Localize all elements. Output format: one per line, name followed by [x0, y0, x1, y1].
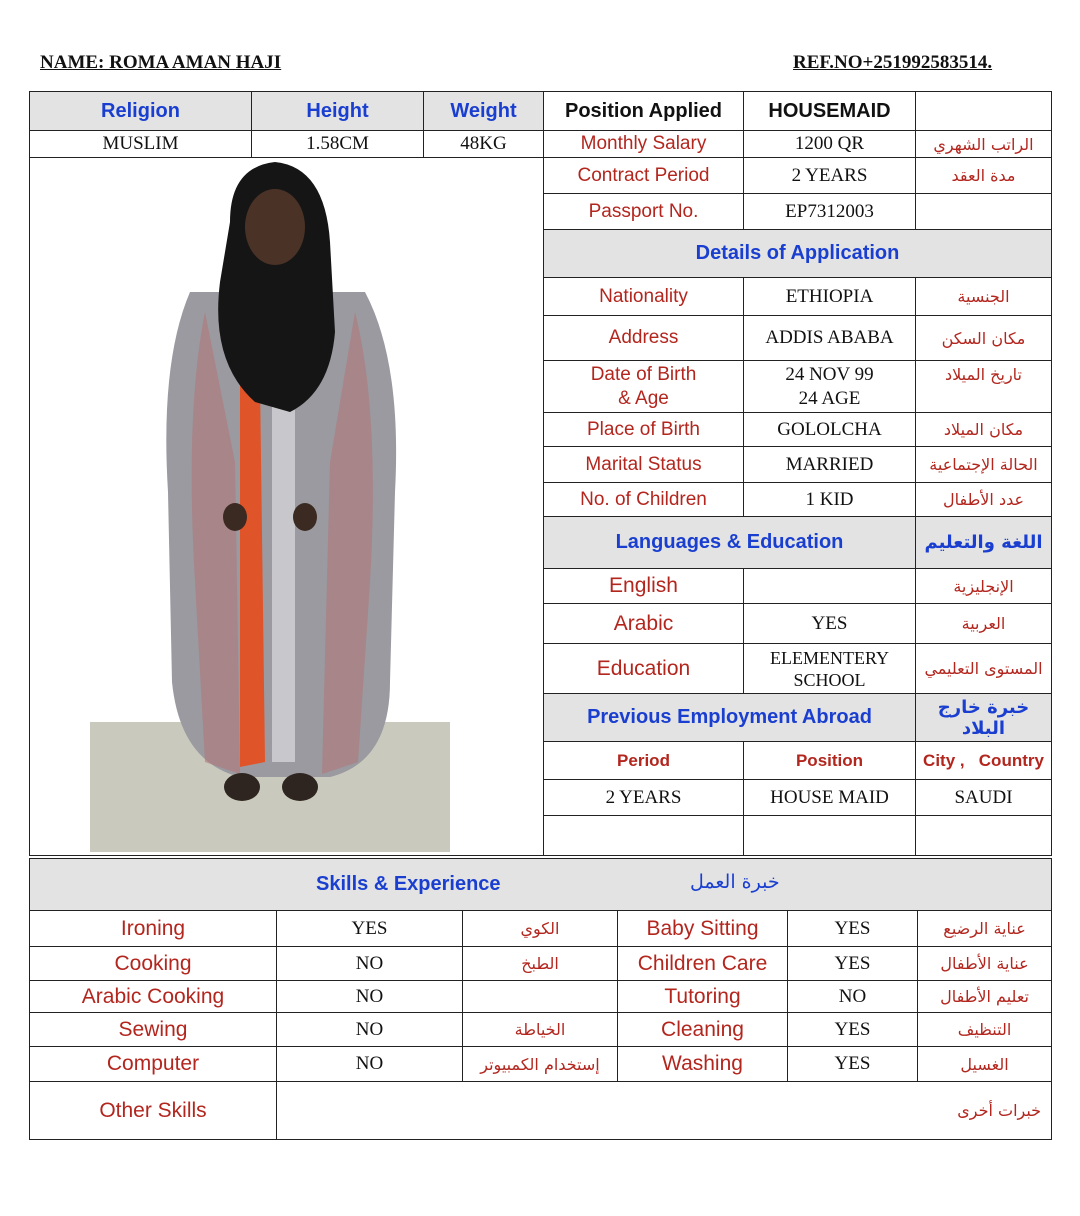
- skill-childrencare-value: YES: [788, 947, 918, 981]
- skill-sewing-ar: الخياطة: [463, 1013, 618, 1047]
- details-title: Details of Application: [544, 230, 1052, 278]
- candidate-photo: [90, 162, 450, 852]
- skill-sewing-label: Sewing: [30, 1013, 277, 1047]
- marital-value: MARRIED: [744, 447, 916, 483]
- birthplace-ar: مكان الميلاد: [916, 413, 1052, 447]
- education-value: [744, 644, 916, 694]
- birthplace-value: GOLOLCHA: [744, 413, 916, 447]
- skill-tutoring-label: Tutoring: [618, 981, 788, 1013]
- children-value: 1 KID: [744, 483, 916, 517]
- skills-title: Skills & Experience: [316, 873, 501, 895]
- skill-cleaning-value: YES: [788, 1013, 918, 1047]
- position-label: Position Applied: [544, 92, 744, 131]
- skill-ironing-value: YES: [277, 911, 463, 947]
- application-table: [29, 91, 1052, 856]
- address-label: Address: [544, 316, 744, 361]
- skill-cooking-label: Cooking: [30, 947, 277, 981]
- dob-value-line2: 24 AGE: [798, 387, 861, 409]
- skill-babysitting-label: Baby Sitting: [618, 911, 788, 947]
- marital-ar: الحالة الإجتماعية: [916, 447, 1052, 483]
- skills-title-ar: خبرة العمل: [690, 871, 780, 893]
- contract-label: Contract Period: [544, 158, 744, 194]
- employment-blank-2: [744, 816, 916, 856]
- skill-tutoring-ar: تعليم الأطفال: [918, 981, 1052, 1013]
- children-label: No. of Children: [544, 483, 744, 517]
- education-value-line1: ELEMENTERY: [770, 647, 889, 668]
- skill-computer-value: NO: [277, 1047, 463, 1082]
- skill-ironing-ar: الكوي: [463, 911, 618, 947]
- skill-tutoring-value: NO: [788, 981, 918, 1013]
- weight-label: Weight: [424, 92, 544, 131]
- children-ar: عدد الأطفال: [916, 483, 1052, 517]
- employment-blank-1: [544, 816, 744, 856]
- other-skills-cell: [277, 1082, 1052, 1140]
- dob-ar: تاريخ الميلاد: [916, 361, 1052, 413]
- english-ar: الإنجليزية: [916, 569, 1052, 604]
- arabic-label: Arabic: [544, 604, 744, 644]
- skill-arabiccooking-ar: [463, 981, 618, 1013]
- birthplace-label: Place of Birth: [544, 413, 744, 447]
- dob-value-line1: 24 NOV 99: [785, 363, 874, 385]
- languages-title: Languages & Education: [544, 517, 916, 569]
- employment-country: SAUDI: [916, 780, 1052, 816]
- height-value: 1.58CM: [252, 131, 424, 158]
- english-value: [744, 569, 916, 604]
- skill-childrencare-ar: عناية الأطفال: [918, 947, 1052, 981]
- skill-washing-ar: الغسيل: [918, 1047, 1052, 1082]
- position-value: HOUSEMAID: [744, 92, 916, 131]
- salary-value: 1200 QR: [744, 131, 916, 158]
- salary-ar: الراتب الشهري: [916, 131, 1052, 158]
- col-city: City ,: [923, 750, 965, 770]
- dob-label-line1: Date of Birth: [590, 363, 697, 385]
- nationality-value: ETHIOPIA: [744, 278, 916, 316]
- photo-cell: [30, 158, 544, 856]
- address-value: ADDIS ABABA: [744, 316, 916, 361]
- passport-label: Passport No.: [544, 194, 744, 230]
- religion-label: Religion: [30, 92, 252, 131]
- salary-label: Monthly Salary: [544, 131, 744, 158]
- skill-computer-ar: إستخدام الكمبيوتر: [463, 1047, 618, 1082]
- skill-ironing-label: Ironing: [30, 911, 277, 947]
- candidate-name: NAME: ROMA AMAN HAJI: [40, 52, 282, 73]
- employment-period: 2 YEARS: [544, 780, 744, 816]
- skill-babysitting-value: YES: [788, 911, 918, 947]
- position-ar-blank: [916, 92, 1052, 131]
- skill-sewing-value: NO: [277, 1013, 463, 1047]
- contract-value: 2 YEARS: [744, 158, 916, 194]
- skill-cleaning-label: Cleaning: [618, 1013, 788, 1047]
- skills-table: [29, 858, 1052, 1140]
- arabic-ar: العربية: [916, 604, 1052, 644]
- skill-arabiccooking-value: NO: [277, 981, 463, 1013]
- languages-title-ar: اللغة والتعليم: [916, 517, 1052, 569]
- skill-arabiccooking-label: Arabic Cooking: [30, 981, 277, 1013]
- weight-value: 48KG: [424, 131, 544, 158]
- reference-number: REF.NO+251992583514.: [793, 52, 993, 73]
- education-value-line2: SCHOOL: [793, 669, 866, 690]
- skills-header: [30, 859, 1052, 911]
- skill-cleaning-ar: التنظيف: [918, 1013, 1052, 1047]
- col-country: Country: [978, 750, 1044, 770]
- skill-washing-label: Washing: [618, 1047, 788, 1082]
- passport-ar-blank: [916, 194, 1052, 230]
- skill-childrencare-label: Children Care: [618, 947, 788, 981]
- nationality-label: Nationality: [544, 278, 744, 316]
- arabic-value: YES: [744, 604, 916, 644]
- height-label: Height: [252, 92, 424, 131]
- employment-blank-3: [916, 816, 1052, 856]
- dob-label: [544, 361, 744, 413]
- passport-value: EP7312003: [744, 194, 916, 230]
- skill-babysitting-ar: عناية الرضيع: [918, 911, 1052, 947]
- education-label: Education: [544, 644, 744, 694]
- dob-value: [744, 361, 916, 413]
- other-skills-ar: خبرات أخرى: [957, 1100, 1042, 1120]
- religion-value: MUSLIM: [30, 131, 252, 158]
- col-period: Period: [544, 742, 744, 780]
- marital-label: Marital Status: [544, 447, 744, 483]
- education-ar: المستوى التعليمي: [916, 644, 1052, 694]
- english-label: English: [544, 569, 744, 604]
- employment-position: HOUSE MAID: [744, 780, 916, 816]
- employment-title-ar: خبرة خارج البلاد: [916, 694, 1052, 742]
- col-city-country: [916, 742, 1052, 780]
- skill-computer-label: Computer: [30, 1047, 277, 1082]
- employment-title: Previous Employment Abroad: [544, 694, 916, 742]
- dob-label-line2: & Age: [618, 387, 669, 409]
- nationality-ar: الجنسية: [916, 278, 1052, 316]
- skill-washing-value: YES: [788, 1047, 918, 1082]
- skill-cooking-value: NO: [277, 947, 463, 981]
- skill-cooking-ar: الطبخ: [463, 947, 618, 981]
- contract-ar: مدة العقد: [916, 158, 1052, 194]
- col-position: Position: [744, 742, 916, 780]
- other-skills-label: Other Skills: [30, 1082, 277, 1140]
- address-ar: مكان السكن: [916, 316, 1052, 361]
